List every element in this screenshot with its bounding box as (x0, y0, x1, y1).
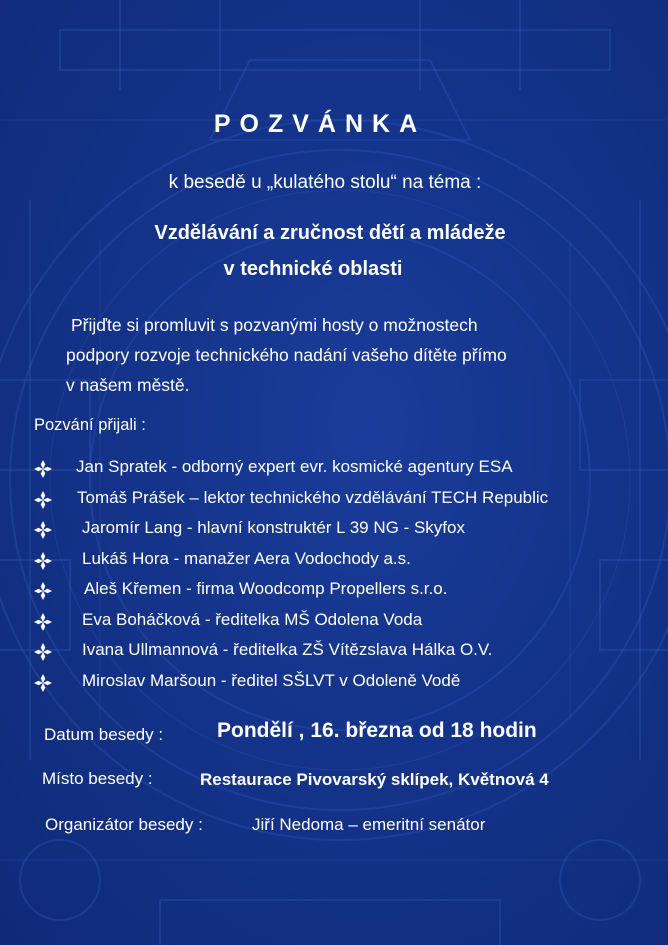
guest-text: Eva Boháčková - ředitelka MŠ Odolena Voda (82, 609, 423, 629)
intro-line: Přijďte si promluvit s pozvanými hosty o možnostech (71, 315, 478, 335)
diamond-bullet-icon (34, 613, 52, 631)
guest-text: Aleš Křemen - firma Woodcomp Propellers s.r.o. (84, 579, 448, 598)
guest-text: Jaromír Lang - hlavní konstruktér L 39 NG - Skyfox (82, 518, 465, 537)
diamond-bullet-icon (34, 582, 52, 600)
place-label: Místo besedy : (42, 769, 153, 788)
date-value: Pondělí , 16. března od 18 hodin (217, 719, 537, 742)
intro-paragraph (66, 310, 507, 400)
date-label: Datum besedy : (44, 725, 164, 744)
accepted-label: Pozvání přijali : (34, 416, 146, 434)
intro-line: podpory rozvoje technického nadání vašeho dítěte přímo (66, 345, 507, 365)
place-value: Restaurace Pivovarský sklípek, Květnová 4 (200, 770, 549, 789)
guest-text: Lukáš Hora - manažer Aera Vodochody a.s. (82, 548, 411, 568)
guest-text: Jan Spratek - odborný expert evr. kosmické agentury ESA (76, 457, 513, 476)
diamond-bullet-icon (34, 552, 52, 570)
guest-text: Miroslav Maršoun - ředitel SŠLVT v Odoleně Vodě (82, 670, 461, 690)
organizer-value: Jiří Nedoma – emeritní senátor (252, 815, 486, 834)
invitation-subtitle: k besedě u „kulatého stolu“ na téma : (168, 172, 482, 193)
guest-text: Tomáš Prášek – lektor technického vzdělávání TECH Republic (77, 487, 549, 507)
diamond-bullet-icon (34, 460, 52, 478)
topic-line-1: Vzdělávání a zručnost dětí a mládeže (154, 222, 506, 244)
intro-line: v našem městě. (66, 375, 190, 395)
guest-text: Ivana Ullmannová - ředitelka ZŠ Vítězslava Hálka O.V. (82, 640, 493, 659)
diamond-bullet-icon (34, 491, 52, 509)
diamond-bullet-icon (34, 521, 52, 539)
topic-line-2: v technické oblasti (223, 258, 403, 280)
diamond-bullet-icon (34, 643, 52, 661)
organizer-label: Organizátor besedy : (45, 815, 203, 834)
diamond-bullet-icon (34, 674, 52, 692)
invitation-title: POZVÁNKA (213, 110, 427, 138)
